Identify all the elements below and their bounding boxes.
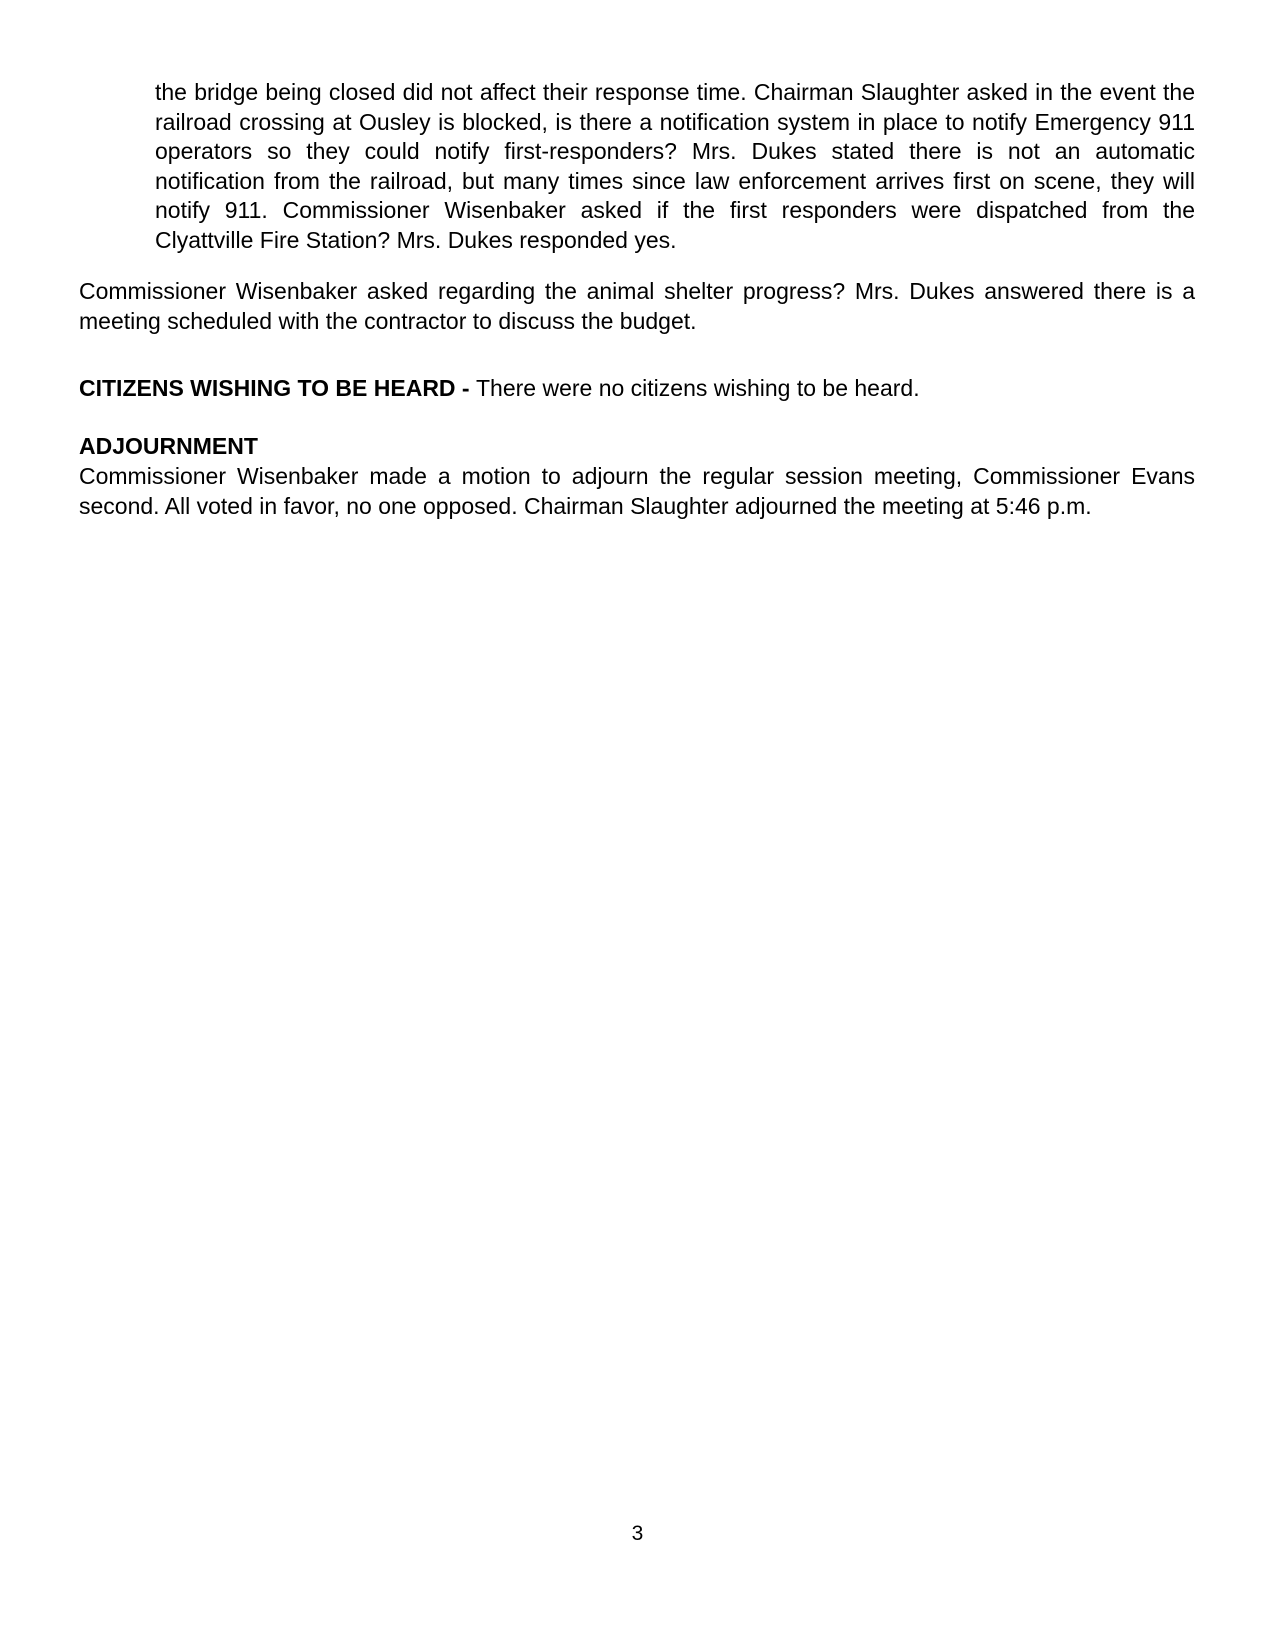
animal-shelter-paragraph: Commissioner Wisenbaker asked regarding the animal shelter progress? Mrs. Dukes answered there is a meeting scheduled with the contractor to discuss the budget. xyxy=(79,278,1195,334)
continued-paragraph: the bridge being closed did not affect their response time. Chairman Slaughter asked in the event the railroad crossing at Ousley is blocked, is there a notification system in place to notify Emergency 911 operators so they could notify first-responders? Mrs. Dukes stated there is not an automatic notification from the railroad, but many times since law enforcement arrives first on scene, they will notify 911. Commissioner Wisenbaker asked if the first responders were dispatched from the Clyattville Fire Station? Mrs. Dukes responded yes. xyxy=(155,79,1195,253)
adjournment-heading: ADJOURNMENT xyxy=(79,433,258,459)
page-number: 3 xyxy=(631,1522,644,1545)
adjournment-paragraph: Commissioner Wisenbaker made a motion to adjourn the regular session meeting, Commissioner Evans second. All voted in favor, no one opposed. Chairman Slaughter adjourned the meeting at 5:46 p.m. xyxy=(79,463,1195,519)
citizens-heading: CITIZENS WISHING TO BE HEARD - xyxy=(79,375,476,401)
citizens-section xyxy=(79,374,1195,404)
citizens-text: There were no citizens wishing to be heard. xyxy=(475,375,920,401)
